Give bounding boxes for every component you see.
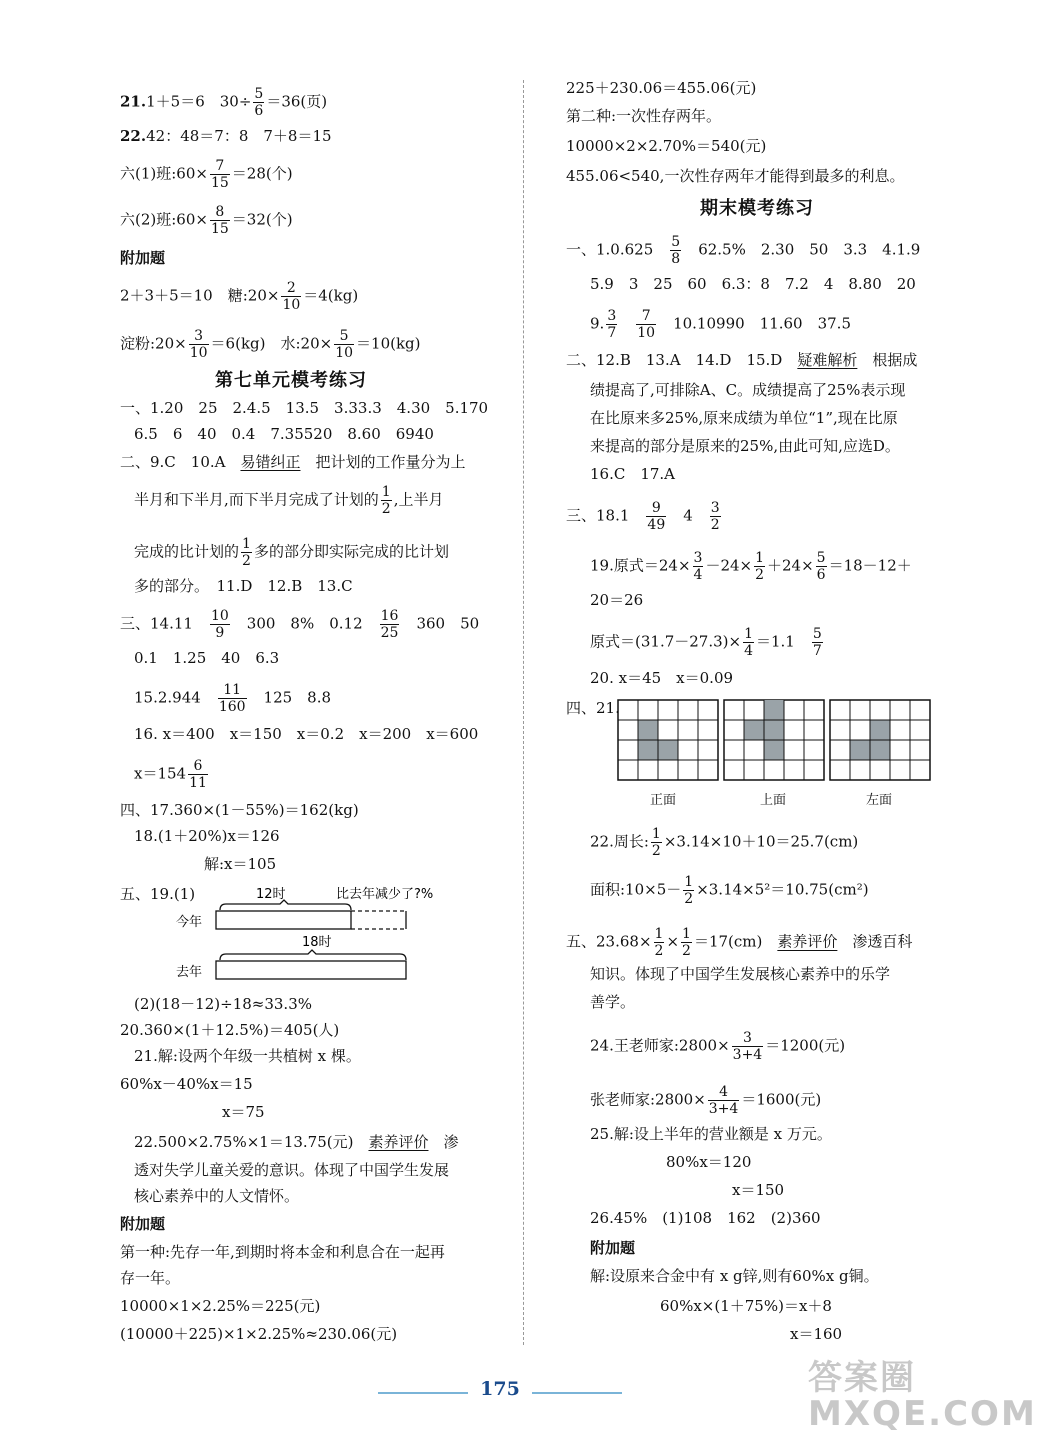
section-title-final: 期末模考练习 xyxy=(700,198,814,219)
section-2-line-d: 多的部分。 11.D 12.B 13.C xyxy=(134,577,353,595)
cell-shaded xyxy=(638,740,658,760)
page-number: 175 xyxy=(480,1378,520,1400)
final-2-line-b: 绩提高了,可排除A、C。成绩提高了25%表示现 xyxy=(590,381,906,399)
final-5-line-b: 知识。体现了中国学生发展核心素养中的乐学 xyxy=(590,965,891,983)
label-18h: 18时 xyxy=(302,935,332,950)
final-3-line-d: 原式＝(31.7－27.3)× $\frac{1}{4}$ ＝1.1 $\frac{5}{7}$ xyxy=(590,626,822,659)
final-5-line-e: 张老师家:2800× $\frac{4}{3+4}$ ＝1600(元) xyxy=(590,1084,822,1117)
final-5-line-d: 24.王老师家:2800× $\frac{3}{3+4}$ ＝1200(元) xyxy=(590,1030,846,1063)
fraction: $\frac{1}{2}$ xyxy=(654,926,664,959)
fraction: $\frac{3}{7}$ xyxy=(607,308,617,341)
label-top-view: 上面 xyxy=(760,793,787,808)
brace-12h xyxy=(220,900,351,910)
fraction: $\frac{9}{49}$ xyxy=(647,500,666,533)
cell-shaded xyxy=(764,720,784,740)
fraction: $\frac{3}{10}$ xyxy=(189,328,208,361)
cell-shaded xyxy=(764,740,784,760)
fraction: $\frac{1}{2}$ xyxy=(651,826,661,859)
right-line-1: 225＋230.06＝455.06(元) xyxy=(566,79,757,97)
answer-22: 22.42：48＝7：8 7＋8＝15 xyxy=(120,127,332,145)
label-last-year: 去年 xyxy=(176,965,203,980)
final-bonus-line-b: 60%x×(1＋75%)＝x＋8 xyxy=(660,1297,832,1315)
fraction: $\frac{3}{4}$ xyxy=(693,550,703,583)
fraction: $\frac{1}{4}$ xyxy=(744,626,753,659)
section-2-line-a: 二、9.C 10.A 易错纠正 把计划的工作量分为上 xyxy=(120,453,466,471)
final-2-line-c: 在比原来多25%,原来成绩为单位“1”,现在比原 xyxy=(590,409,898,427)
final-1-line-c: 9. $\frac{3}{7}$ $\frac{7}{10}$ 10.10990 11.60 37.5 xyxy=(590,308,851,341)
fraction: $\frac{3}{2}$ xyxy=(710,500,720,533)
label-decrease: 比去年减少了?% xyxy=(336,887,434,902)
item-number: 21. xyxy=(120,92,147,111)
final-3-line-a: 三、18.1 $\frac{9}{49}$ 4 $\frac{3}{2}$ xyxy=(566,500,720,533)
grid-left xyxy=(830,700,930,780)
bonus-line-c: 10000×1×2.25%＝225(元) xyxy=(120,1297,321,1315)
bonus-line-d: (10000＋225)×1×2.25%≈230.06(元) xyxy=(120,1325,398,1343)
fraction: $\frac{3}{3+4}$ xyxy=(732,1030,763,1063)
fraction: $\frac{6}{11}$ xyxy=(189,758,207,791)
page-number-rule-left xyxy=(378,1392,468,1394)
fraction: $\frac{1}{2}$ xyxy=(381,484,391,517)
tag-literacy: 素养评价 xyxy=(368,1133,429,1151)
final-4-line-c: 面积:10×5－ $\frac{1}{2}$ ×3.14×5²＝10.75(cm²) xyxy=(590,874,869,907)
section-5-line-f: x＝75 xyxy=(222,1103,265,1121)
fraction: $\frac{2}{10}$ xyxy=(282,280,301,313)
right-line-4: 455.06<540,一次性存两年才能得到最多的利息。 xyxy=(566,167,905,185)
answer-starch-water: 淀粉:20× $\frac{3}{10}$ ＝6(kg) 水:20× $\frac{5}{10}$ ＝10(kg) xyxy=(120,328,421,361)
section-3-line-e: x＝154 $\frac{6}{11}$ xyxy=(134,758,207,791)
brace-18h xyxy=(220,950,406,960)
final-5-line-a: 五、23.68× $\frac{1}{2}$ × $\frac{1}{2}$ ＝17(cm) 素养评价 渗透百科 xyxy=(566,926,913,959)
grid-front xyxy=(618,700,718,780)
final-5-line-c: 善学。 xyxy=(590,993,636,1011)
fraction: $\frac{1}{2}$ xyxy=(755,550,765,583)
grid-top xyxy=(724,700,824,780)
section-5-line-e: 60%x－40%x＝15 xyxy=(120,1075,253,1093)
section-5-line-h: 透对失学儿童关爱的意识。体现了中国学生发展 xyxy=(134,1161,450,1179)
fraction: $\frac{7}{10}$ xyxy=(637,308,656,341)
final-bonus-line-a: 解:设原来合金中有 x g锌,则有60%x g铜。 xyxy=(590,1267,879,1285)
cell-shaded xyxy=(764,700,784,720)
answer-sugar: 2＋3＋5＝10 糖:20× $\frac{2}{10}$ ＝4(kg) xyxy=(120,280,359,313)
final-5-line-g: 80%x＝120 xyxy=(666,1153,752,1171)
fraction: $\frac{5}{6}$ xyxy=(816,550,826,583)
right-line-3: 10000×2×2.70%＝540(元) xyxy=(566,137,767,155)
bonus-heading-2: 附加题 xyxy=(120,1215,166,1233)
fraction: $\frac{1}{2}$ xyxy=(682,926,691,959)
three-view-grids xyxy=(618,700,940,786)
fraction: $\frac{5}{8}$ xyxy=(671,234,681,267)
section-4-line-c: 解:x＝105 xyxy=(204,855,277,873)
label-front-view: 正面 xyxy=(650,793,677,808)
bar-last-year xyxy=(216,961,406,979)
fraction: $\frac{5}{10}$ xyxy=(335,328,354,361)
final-2-line-e: 16.C 17.A xyxy=(590,465,676,483)
watermark: 答案圈 MXQE.COM xyxy=(808,1358,1037,1434)
cell-shaded xyxy=(744,720,764,740)
section-5-line-i: 核心素养中的人文情怀。 xyxy=(134,1187,300,1205)
tag-literacy-2: 素养评价 xyxy=(777,932,838,951)
section-5-line-g: 22.500×2.75%×1＝13.75(元) 素养评价 渗 xyxy=(134,1133,459,1151)
final-5-line-h: x＝150 xyxy=(732,1181,785,1199)
bonus-heading: 附加题 xyxy=(120,249,166,267)
fraction: $\frac{10}{9}$ xyxy=(210,608,229,641)
final-4-line-b: 22.周长: $\frac{1}{2}$ ×3.14×10＋10＝25.7(cm) xyxy=(590,826,859,859)
section-title-unit7: 第七单元模考练习 xyxy=(215,370,367,391)
fraction: $\frac{4}{3+4}$ xyxy=(708,1084,739,1117)
section-2-line-b: 半月和下半月,而下半月完成了计划的 $\frac{1}{2}$ ,上半月 xyxy=(134,484,444,517)
section-2-line-c: 完成的比计划的 $\frac{1}{2}$ 多的部分即实际完成的比计划 xyxy=(134,536,449,569)
cell-shaded xyxy=(870,740,890,760)
section-4-line-a: 四、17.360×(1－55%)＝162(kg) xyxy=(120,801,359,819)
final-2-line-a: 二、12.B 13.A 14.D 15.D 疑难解析 根据成 xyxy=(566,351,918,369)
bonus-heading-3: 附加题 xyxy=(590,1239,636,1257)
final-4-label: 四、21. xyxy=(566,699,620,717)
cell-shaded xyxy=(870,720,890,740)
bonus-line-a: 第一种:先存一年,到期时将本金和利息合在一起再 xyxy=(120,1243,445,1261)
cell-shaded xyxy=(850,740,870,760)
fraction: $\frac{11}{160}$ xyxy=(218,682,246,715)
section-5-line-c: 20.360×(1＋12.5%)＝405(人) xyxy=(120,1021,340,1039)
label-this-year: 今年 xyxy=(176,915,203,930)
section-1-line-a: 一、1.20 25 2.4.5 13.5 3.33.3 4.30 5.170 xyxy=(120,399,489,417)
final-1-line-a: 一、1.0.625 $\frac{5}{8}$ 62.5% 2.30 50 3.3 4.1.9 xyxy=(566,234,921,267)
section-4-line-b: 18.(1＋20%)x＝126 xyxy=(134,827,280,845)
final-5-line-f: 25.解:设上半年的营业额是 x 万元。 xyxy=(590,1125,832,1143)
section-3-line-a: 三、14.11 $\frac{10}{9}$ 300 8% 0.12 $\frac{16}{25}$ 360 50 xyxy=(120,608,480,641)
fraction: $\frac{7}{15}$ xyxy=(210,158,229,191)
final-3-line-c: 20＝26 xyxy=(590,591,644,609)
final-1-line-b: 5.9 3 25 60 6.3：8 7.2 4 8.80 20 xyxy=(590,275,916,293)
final-5-line-i: 26.45% (1)108 162 (2)360 xyxy=(590,1209,821,1227)
section-5-line-a: 五、19.(1) xyxy=(120,885,196,903)
cell-shaded xyxy=(658,740,678,760)
section-3-line-b: 0.1 1.25 40 6.3 xyxy=(134,649,280,667)
section-3-line-c: 15.2.944 $\frac{11}{160}$ 125 8.8 xyxy=(134,682,332,715)
comparison-diagram xyxy=(170,880,500,990)
tag-error-correction: 易错纠正 xyxy=(240,453,301,471)
final-bonus-line-c: x＝160 xyxy=(790,1325,843,1343)
right-line-2: 第二种:一次性存两年。 xyxy=(566,107,722,125)
fraction: $\frac{8}{15}$ xyxy=(210,204,229,237)
answer-21: 21.1＋5＝6 30÷ $\frac{5}{6}$ ＝36(页) xyxy=(120,86,328,119)
section-1-line-b: 6.5 6 40 0.4 7.35520 8.60 6940 xyxy=(134,425,434,443)
column-divider xyxy=(523,80,524,1345)
section-5-line-d: 21.解:设两个年级一共植树 x 棵。 xyxy=(134,1047,361,1065)
final-3-line-e: 20. x＝45 x＝0.09 xyxy=(590,669,734,687)
fraction: $\frac{5}{7}$ xyxy=(812,626,822,659)
fraction: $\frac{5}{6}$ xyxy=(254,86,264,119)
label-12h: 12时 xyxy=(256,887,286,902)
cell-shaded xyxy=(638,720,658,740)
section-3-line-d: 16. x＝400 x＝150 x＝0.2 x＝200 x＝600 xyxy=(134,725,479,743)
tag-difficulty-analysis: 疑难解析 xyxy=(797,351,858,369)
final-2-line-d: 来提高的部分是原来的25%,由此可知,应选D。 xyxy=(590,437,900,455)
answer-class-6-2: 六(2)班:60× $\frac{8}{15}$ ＝32(个) xyxy=(120,204,293,237)
fraction: $\frac{1}{2}$ xyxy=(684,874,694,907)
page-number-rule-right xyxy=(532,1392,622,1394)
bonus-line-b: 存一年。 xyxy=(120,1269,181,1287)
label-left-view: 左面 xyxy=(866,793,893,808)
fraction: $\frac{1}{2}$ xyxy=(242,536,251,569)
fraction: $\frac{16}{25}$ xyxy=(380,608,399,641)
answer-class-6-1: 六(1)班:60× $\frac{7}{15}$ ＝28(个) xyxy=(120,158,293,191)
bar-this-year xyxy=(216,911,351,929)
section-5-line-b: (2)(18－12)÷18≈33.3% xyxy=(134,995,313,1013)
final-3-line-b: 19.原式＝24× $\frac{3}{4}$ －24× $\frac{1}{2}$ ＋24× $\frac{5}{6}$ ＝18－12＋ xyxy=(590,550,912,583)
